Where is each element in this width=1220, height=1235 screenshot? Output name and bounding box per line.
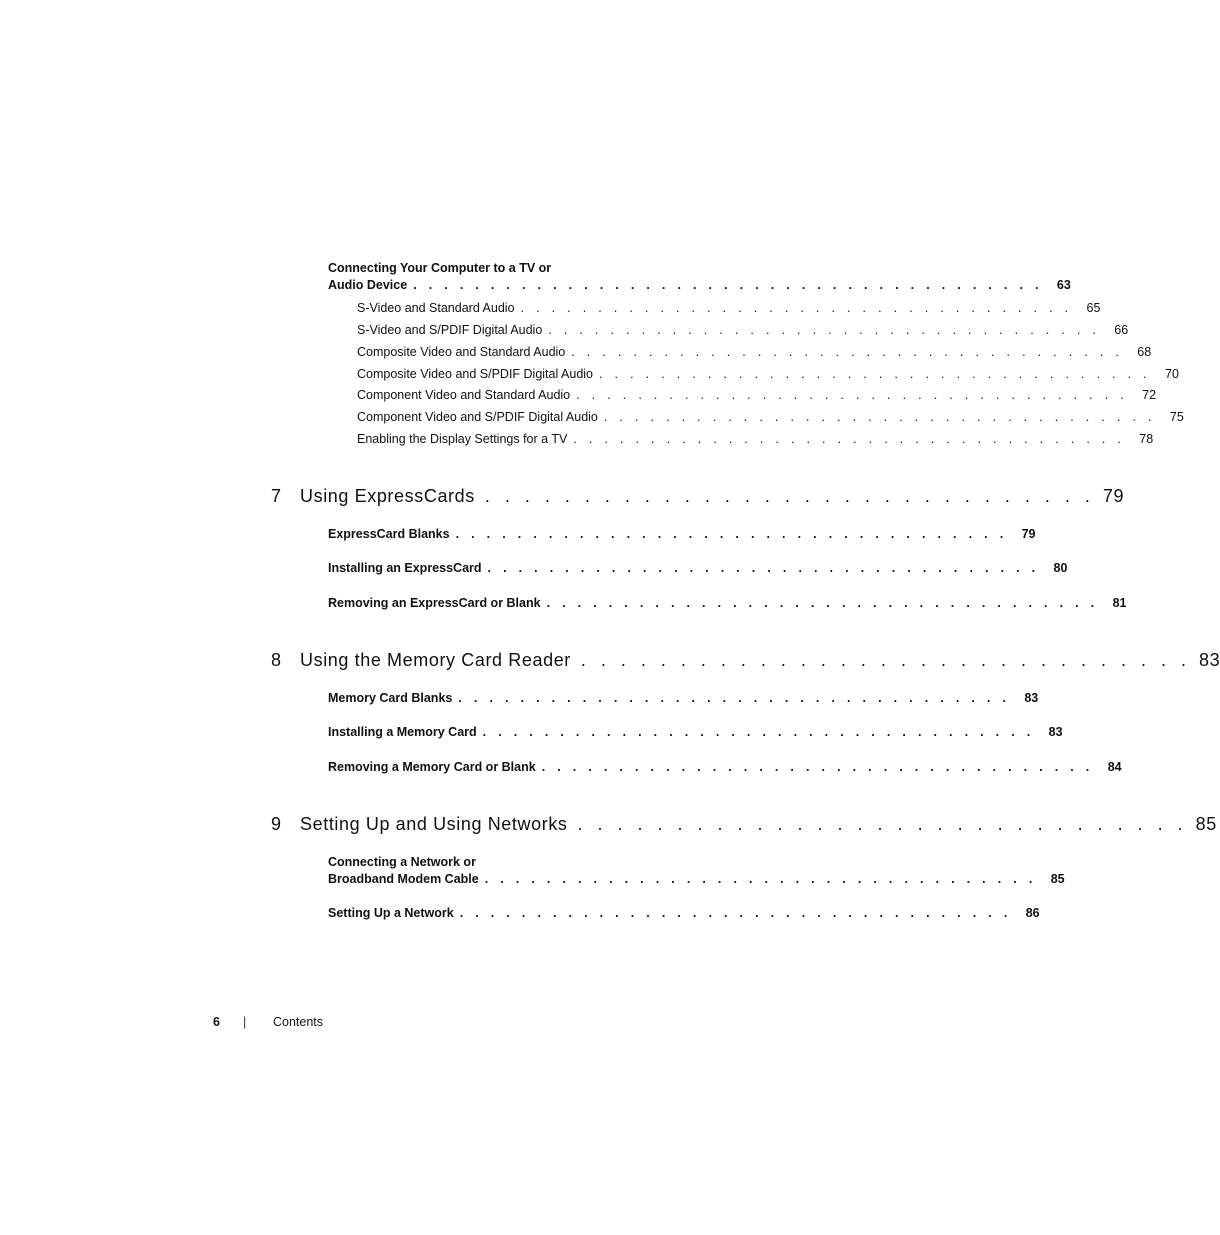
- toc-section-title: Setting Up a Network: [328, 906, 454, 920]
- toc-section[interactable]: [328, 596, 1127, 610]
- toc-chapter-9[interactable]: [271, 814, 1217, 835]
- toc-section-heading-line1: Connecting a Network or: [328, 855, 476, 869]
- toc-page-number: 84: [1107, 760, 1122, 774]
- toc-subsection-title: Component Video and Standard Audio: [357, 388, 571, 402]
- dot-leader: . . . . . . . . . . . . . . . . . . . . . . . . . . . . . . . . . . . .: [487, 561, 1040, 575]
- toc-section[interactable]: [328, 872, 1065, 886]
- dot-leader: . . . . . . . . . . . . . . . . . . . . . . . . . . . . . . . . . . . .: [573, 432, 1126, 446]
- toc-section[interactable]: [328, 725, 1063, 739]
- toc-subsection[interactable]: [357, 388, 1157, 402]
- chapter-page-number: 79: [1102, 486, 1125, 506]
- dot-leader: . . . . . . . . . . . . . . . . . . . . . . . . . . . . . . . . . . . .: [455, 527, 1008, 541]
- toc-subsection[interactable]: [357, 323, 1129, 337]
- dot-leader: . . . . . . . . . . . . . . . . . . . . . . . . . . . . . . .: [580, 650, 1191, 670]
- dot-leader: . . . . . . . . . . . . . . . . . . . . . . . . . . . . . . . . . . . .: [548, 323, 1101, 337]
- dot-leader: . . . . . . . . . . . . . . . . . . . . . . . . . . . . . . . . . . . .: [546, 596, 1099, 610]
- toc-page-number: 80: [1053, 561, 1068, 575]
- toc-section-title: Installing a Memory Card: [328, 725, 477, 739]
- toc-page-number: 79: [1021, 527, 1036, 541]
- toc-subsection-title: Enabling the Display Settings for a TV: [357, 432, 568, 446]
- toc-subsection[interactable]: [357, 345, 1152, 359]
- dot-leader: . . . . . . . . . . . . . . . . . . . . . . . . . . . . . . . . . . . .: [576, 388, 1129, 402]
- toc-chapter-7[interactable]: [271, 486, 1125, 507]
- toc-subsection[interactable]: [357, 410, 1184, 424]
- toc-subsection[interactable]: [357, 301, 1101, 315]
- toc-section-heading-line1: Connecting Your Computer to a TV or: [328, 261, 552, 275]
- toc-subsection[interactable]: [357, 367, 1179, 381]
- chapter-title: Using ExpressCards: [300, 486, 475, 506]
- toc-page-number: 72: [1142, 388, 1157, 402]
- toc-section-title: Memory Card Blanks: [328, 691, 453, 705]
- dot-leader: . . . . . . . . . . . . . . . . . . . . . . . . . . . . . . . . . . . .: [520, 301, 1073, 315]
- toc-subsection[interactable]: [357, 432, 1154, 446]
- toc-section-title: Installing an ExpressCard: [328, 561, 482, 575]
- toc-page-number: 83: [1024, 691, 1039, 705]
- toc-section-title: Removing an ExpressCard or Blank: [328, 596, 541, 610]
- toc-page-number: 85: [1050, 872, 1065, 886]
- toc-section-title: Audio Device: [328, 278, 408, 292]
- dot-leader: . . . . . . . . . . . . . . . . . . . . . . . . . . . . . . . . . . . .: [571, 345, 1124, 359]
- toc-page-number: 66: [1114, 323, 1129, 337]
- dot-leader: . . . . . . . . . . . . . . . . . . . . . . . . . . . . . . . . . . . .: [541, 760, 1094, 774]
- chapter-page-number: 83: [1198, 650, 1220, 670]
- toc-subsection-title: S-Video and Standard Audio: [357, 301, 515, 315]
- toc-subsection-title: Composite Video and Standard Audio: [357, 345, 566, 359]
- page-footer: [213, 1015, 323, 1029]
- toc-page-number: 65: [1086, 301, 1101, 315]
- chapter-title: Setting Up and Using Networks: [300, 814, 568, 834]
- chapter-number: 9: [271, 814, 282, 834]
- toc-section-tv-audio[interactable]: [328, 278, 1071, 292]
- chapter-title: Using the Memory Card Reader: [300, 650, 571, 670]
- dot-leader: . . . . . . . . . . . . . . . . . . . . . . . . . . . . . . . . . . . .: [484, 872, 1037, 886]
- footer-page-number: 6: [213, 1015, 220, 1029]
- toc-page-number: 83: [1048, 725, 1063, 739]
- dot-leader: . . . . . . . . . . . . . . . . . . . . . . . . . . . . . . . . . . . .: [603, 410, 1156, 424]
- footer-label: Contents: [273, 1015, 324, 1029]
- toc-section[interactable]: [328, 691, 1039, 705]
- toc-section-title: Broadband Modem Cable: [328, 872, 479, 886]
- toc-section[interactable]: [328, 906, 1040, 920]
- toc-page-number: 68: [1137, 345, 1152, 359]
- dot-leader: . . . . . . . . . . . . . . . . . . . . . . . . . . . . . . . . . . . . . . . . .: [413, 278, 1043, 292]
- toc-section-title: Removing a Memory Card or Blank: [328, 760, 536, 774]
- dot-leader: . . . . . . . . . . . . . . . . . . . . . . . . . . . . . . . . . . . .: [599, 367, 1151, 381]
- toc-subsection-title: Component Video and S/PDIF Digital Audio: [357, 410, 598, 424]
- chapter-page-number: 85: [1195, 814, 1217, 834]
- toc-section[interactable]: [328, 561, 1068, 575]
- toc-page-number: 63: [1056, 278, 1071, 292]
- dot-leader: . . . . . . . . . . . . . . . . . . . . . . . . . . . . . . . . . . . .: [458, 691, 1011, 705]
- toc-page-number: 86: [1025, 906, 1040, 920]
- toc-subsection-title: S-Video and S/PDIF Digital Audio: [357, 323, 543, 337]
- toc-subsection-title: Composite Video and S/PDIF Digital Audio: [357, 367, 594, 381]
- toc-page-number: 78: [1139, 432, 1154, 446]
- toc-section[interactable]: [328, 527, 1036, 541]
- dot-leader: . . . . . . . . . . . . . . . . . . . . . . . . . . . . . . . . . . . .: [459, 906, 1012, 920]
- dot-leader: . . . . . . . . . . . . . . . . . . . . . . . . . . . . . . . . . . . .: [482, 725, 1035, 739]
- toc-section[interactable]: [328, 760, 1122, 774]
- dot-leader: . . . . . . . . . . . . . . . . . . . . . . . . . . . . . . .: [577, 814, 1188, 834]
- dot-leader: . . . . . . . . . . . . . . . . . . . . . . . . . . . . . . .: [484, 486, 1095, 506]
- footer-separator: |: [243, 1015, 247, 1029]
- toc-page-number: 70: [1165, 367, 1179, 381]
- toc-chapter-8[interactable]: [271, 650, 1220, 671]
- toc-page-number: 81: [1112, 596, 1127, 610]
- toc-page-number: 75: [1169, 410, 1184, 424]
- chapter-number: 7: [271, 486, 282, 506]
- chapter-number: 8: [271, 650, 282, 670]
- toc-section-title: ExpressCard Blanks: [328, 527, 450, 541]
